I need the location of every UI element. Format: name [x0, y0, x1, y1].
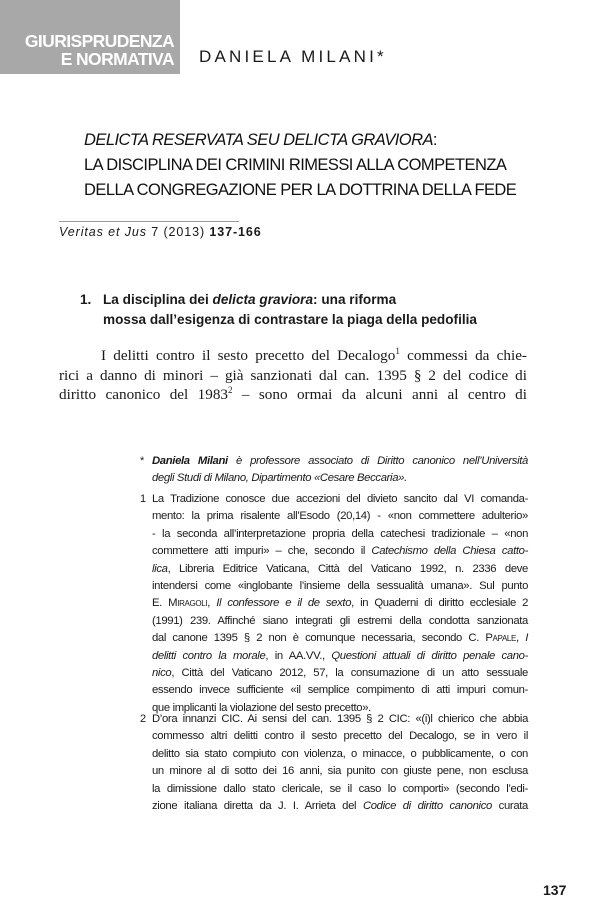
- footnote-line: dal canone 1395 § 2 non è comunque necessaria, secondo C. Papale, I: [152, 632, 528, 645]
- body-line: rici a danno di minori – già sanzionati dal can. 1395 § 2 del codice di: [59, 366, 527, 384]
- footnote-line: un minore al di sotto dei 16 anni, sia punito con giuste pene, non esclusa: [152, 765, 528, 778]
- footnote-line: que implicanti la violazione del sesto precetto».: [152, 701, 371, 714]
- section-number: 1.: [80, 292, 92, 307]
- footnote-1: [140, 491, 528, 717]
- footnote-author: [140, 453, 528, 488]
- footnote-mark: 2: [140, 713, 146, 725]
- body-line: diritto canonico del 1983$^2$ – sono ormai da alcuni anni al centro di: [59, 384, 527, 403]
- section-tab: [0, 0, 180, 74]
- footnote-line: mento: la prima risalente all’Esodo (20,14) - «non commettere adulterio»: [152, 510, 528, 523]
- section-heading: [80, 290, 477, 330]
- footnote-line: la dimissione dallo stato clericale, se il caso lo comporti» (secondo l’edi-: [152, 782, 528, 795]
- body-line: I delitti contro il sesto precetto del Decalogo$^1$ commessi da chie-: [101, 345, 527, 364]
- footnote-mark: *: [140, 455, 144, 467]
- section-tab-line1: GIURISPRUDENZA: [24, 31, 174, 51]
- author-name: DANIELA MILANI*: [199, 47, 387, 66]
- footnote-line: nico, Città del Vaticano 2012, 57, la consumazione di un atto sessuale: [152, 666, 528, 679]
- citation-line: [59, 225, 262, 239]
- title-italic: DELICTA RESERVATA SEU DELICTA GRAVIORA: [84, 131, 433, 149]
- body-paragraph: [59, 346, 527, 405]
- footnote-line: D’ora innanzi CIC. Ai sensi del can. 1395 § 2 CIC: «(i)l chierico che abbia: [152, 713, 528, 725]
- page-range: 137-166: [209, 225, 262, 239]
- footnote-line: delitti contro la morale, in AA.VV., Questioni attuali di diritto penale cano-: [152, 649, 528, 662]
- footnote-2: [140, 711, 528, 815]
- section-heading-line-2: mossa dall’esigenza di contrastare la piaga della pedofilia: [103, 312, 477, 327]
- footnote-line: intendersi come «inglobante l’insieme della sessualità umana». Sul punto: [152, 579, 528, 592]
- footnote-line: - la seconda all’interpretazione propria della catechesi tradizionale – «non: [152, 527, 528, 540]
- footnote-line: La Tradizione conosce due accezioni del divieto sancito dal VI comanda-: [152, 493, 528, 505]
- footnote-line: Daniela Milani è professore associato di Diritto canonico nell’Università: [152, 455, 528, 467]
- footnote-line: zione italiana diretta da J. I. Arrieta del Codice di diritto canonico curata: [152, 799, 528, 812]
- footnote-ref-2[interactable]: 2: [228, 384, 233, 395]
- footnote-mark: 1: [140, 493, 146, 505]
- section-tab-line2: E NORMATIVA: [60, 49, 174, 69]
- title-line-1: DELICTA RESERVATA SEU DELICTA GRAVIORA:: [84, 131, 437, 149]
- footnote-line: essendo invece sufficiente «il semplice compimento di atti impuri comun-: [152, 684, 528, 697]
- footnote-line: lica, Libreria Editrice Vaticana, Città del Vaticano 1992, n. 2336 deve: [152, 562, 528, 575]
- title-line-3: DELLA CONGREGAZIONE PER LA DOTTRINA DELLA FEDE: [84, 181, 517, 199]
- page-number: 137: [543, 882, 567, 898]
- journal-name: Veritas et Jus: [59, 225, 147, 239]
- footnote-line: degli Studi di Milano, Dipartimento «Cesare Beccaria».: [152, 472, 407, 485]
- footnote-line: commesso altri delitti contro il sesto precetto del Decalogo, se in vero il: [152, 730, 528, 743]
- title-line-2: LA DISCIPLINA DEI CRIMINI RIMESSI ALLA COMPETENZA: [84, 156, 507, 174]
- footnote-line: (1991) 239. Affinché siano integrati gli estremi della condotta sanzionata: [152, 614, 528, 627]
- footnote-line: E. Miragoli, Il confessore e il de sexto, in Quaderni di diritto ecclesiale 2: [152, 597, 529, 610]
- citation-rule: [59, 221, 239, 222]
- footnote-line: delitto sia stato compiuto con violenza, o minacce, o pubblicamente, o con: [152, 747, 528, 760]
- article-title: [84, 128, 516, 203]
- volume-year: 7 (2013): [146, 225, 210, 239]
- footnote-line: commettere atti impuri» – che, secondo il Catechismo della Chiesa catto-: [152, 545, 528, 558]
- section-heading-line-1: 1. La disciplina dei delicta graviora: una riforma: [80, 290, 477, 310]
- footnote-ref-1[interactable]: 1: [395, 345, 400, 356]
